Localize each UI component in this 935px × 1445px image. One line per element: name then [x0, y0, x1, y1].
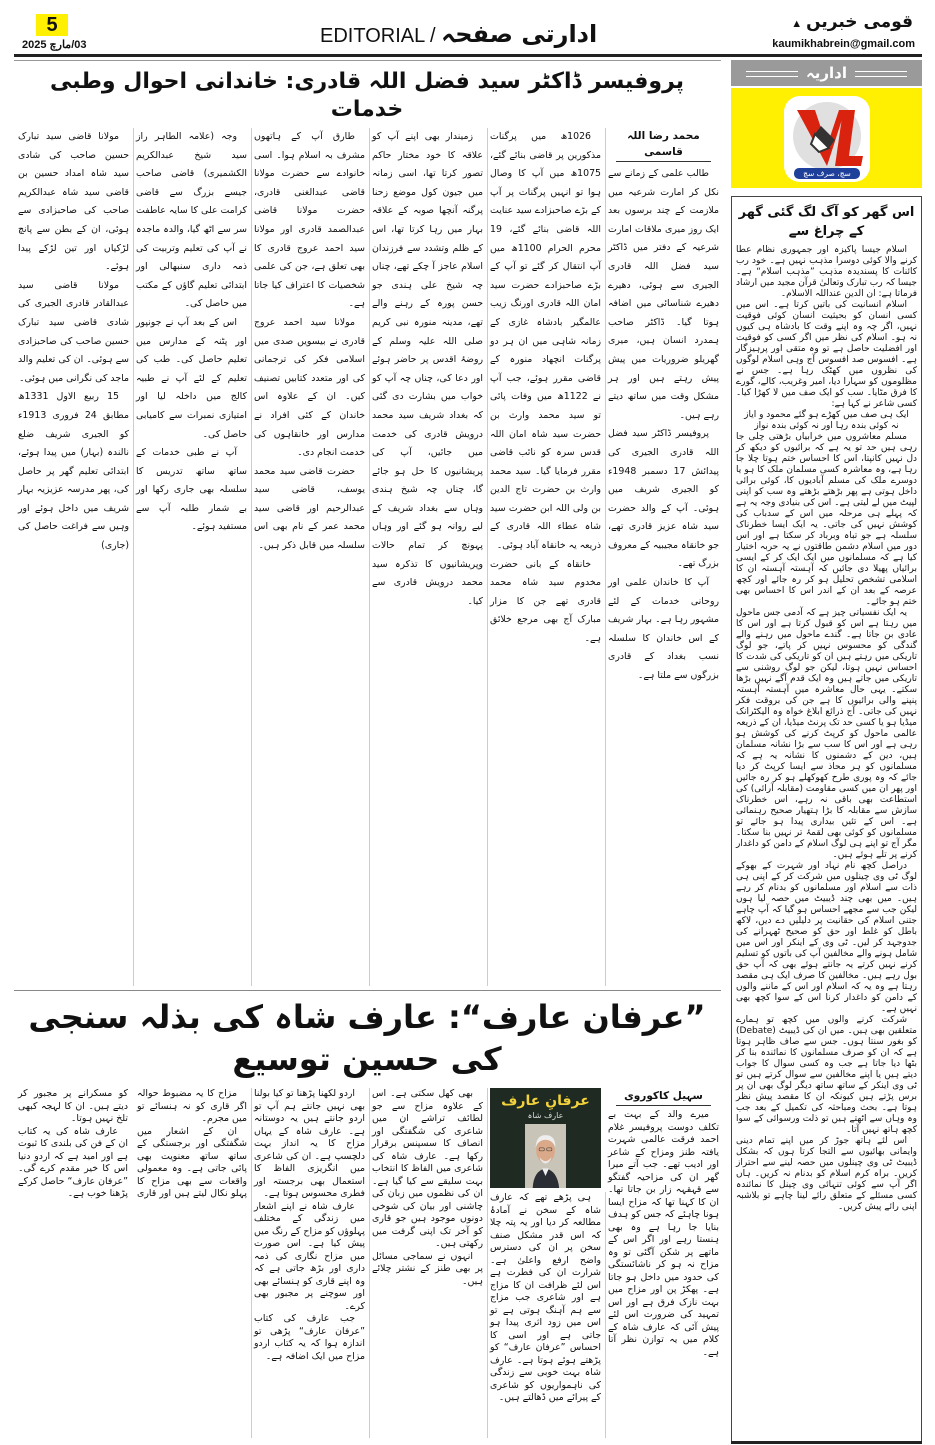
article-paragraph: جب عارف کی کتاب ”عرفان عارف“ پڑھی تو اندازہ ہوا کہ یہ کتاب اردو مزاح میں ایک اضافہ ہے۔	[254, 1313, 365, 1362]
editorial-title: اس گھر کو آگ لگ گئی گھر کے چراغ سے	[738, 205, 915, 239]
column-rule	[487, 1088, 488, 1438]
book-author: عارف شاہ	[527, 1111, 564, 1120]
article-paragraph: زمیندار بھی اپنے آپ کو علاقہ کا خود مختار حاکم تصور کرتا تھا، اسی زمانہ میں جیون کول موضع زحنا پرگنہ آنچھا صوبہ کے علاقہ بہار میں رہا کرتا تھا، اس کے ظلم وتشدد سے فرزندان اسلام عاجز آ چکے تھے، چناں چہ شیخ علی ہندی جو حسن پورہ کے رہنے والے تھے، مدینہ منورہ نبی کریم صلی اللہ علیہ وسلم کے روضۂ اقدس پر حاضر ہوئے اور دعا کی، چناں چہ آپ کو خواب میں بشارت دی گئی کہ بغداد شریف سید محمد درویش قادری کی خدمت میں جائیں، آپ کی پریشانیوں کا حل ہو جائے گا، چناں چہ شیخ ہندی وہاں سے بغداد شریف کے لیے روانہ ہو گئے اور وہاں پہونچ کر تمام حالات وپریشانیوں کا تذکرہ سید محمد درویش قادری سے کیا۔	[372, 131, 483, 607]
column-rule	[605, 1192, 606, 1438]
article-paragraph: طالب علمی کے زمانے سے نکل کر امارت شرعیہ میں ملازمت کے چند برسوں بعد ایک روز میری ملاقات امارت شرعیہ کے دفتر میں ڈاکٹر سید فضل اللہ قادری الجیری سے ہوئی، دھیرے دھیرے شناسائی میں اضافہ ہوتا گیا۔ ڈاکٹر صاحب ہمدرد انسان ہیں، میری گھریلو ضروریات میں پیش پیش رہتے ہیں اور ہر مشکل وقت میں ساتھ دیتے رہے ہیں۔	[608, 168, 719, 421]
decorative-lines	[855, 71, 907, 77]
column-rule	[251, 128, 252, 986]
article-paragraph: عارف شاہ نے اپنے اشعار میں زندگی کے مختلف پہلوؤں کو مزاح کے رنگ میں پیش کیا ہے۔ اس صورت میں مزاح نگاری کی ذمہ داری اور بڑھ جاتی ہے کہ وہ اپنے قاری کو ہنسائے بھی اور سوچنے پر مجبور بھی کرے۔	[254, 1200, 365, 1312]
article-paragraph: اس کے بعد آپ نے جونپور اور پٹنہ کے مدارس میں تعلیم حاصل کی۔ طب کی تعلیم کے لئے آپ نے طبیہ کالج میں داخلہ لیا اور امتیازی نمبرات سے کامیابی حاصل کی۔	[136, 316, 247, 440]
editorial-label: اداریہ	[805, 64, 848, 82]
header-divider-thin	[14, 60, 721, 61]
column-rule	[369, 1088, 370, 1438]
decorative-lines	[746, 71, 798, 77]
editorial-paragraph: شرکت کرنے والوں میں کچھ تو ہمارے متعلقین بھی ہیں۔ میں ان کی ڈیبیٹ (Debate) کو بغور سنتا ہوں۔ جس سے صاف ظاہر ہوتا ہے کہ ان کو صرف مسلمانوں کا نمائندہ بنا کر بٹھا دیا جاتا ہے جب وہ کسی سوال کا جواب دیتے ہیں یا اپنے مخالفین سے سوال کرتے ہیں تو ٹی وی اینکر کے ساتھ ساتھ دیگر لوگ بھی ان پر برس پڑتے ہیں کیونکہ ان کا مقصد پیش نظر ہوتا ہے۔ بحث ومباحثہ کی تکمیل کے بعد جب وہ وہاں سے اٹھتے ہیں تو ذلت ورسوائی کے سوا کچھ ہاتھ نہیں آتا۔	[736, 1015, 917, 1135]
editorial-paragraph: اس لئے ہاتھ جوڑ کر میں اپنے تمام دینی وایمانی بھائیوں سے التجا کرتا ہوں کہ بشکل ڈیبیٹ ٹی وی چینلوں میں حصہ لینے سے احتراز کریں۔ براہ کرم اسلام کو بدنام نہ کریں۔ ہاں اگر آپ سے کوئی تنہائی وی چینل کا نمائندہ کسی مسئلے کے متعلق رائے لینا چاہے تو بلاشبہ اپنی رائے پیش کریں۔	[736, 1136, 917, 1212]
section-title: EDITORIAL / ادارتی صفحہ	[320, 20, 598, 48]
brand-logo-icon: ▲	[791, 18, 803, 30]
logo-tagline: سچ، صرف سچ	[803, 169, 851, 178]
article-paragraph: مولانا سید احمد عروج قادری نے بیسویں صدی میں اسلامی فکر کی ترجمانی کی اور متعدد کتابیں تصنیف کیں۔ ان کے علاوہ اس خاندان کے کئی افراد نے مدارس اور خانقاہوں کی خدمت انجام دی۔	[254, 316, 365, 459]
article-paragraph: آپ نے طبی خدمات کے ساتھ ساتھ تدریس کا سلسلہ بھی جاری رکھا اور بے شمار طلبہ آپ سے مستفید ہوئے۔	[136, 447, 247, 533]
article-paragraph: پروفیسر ڈاکٹر سید فضل اللہ قادری الجیری کی پیدائش 17 دسمبر 1948ء کو الجیری شریف میں ہوئی۔ آپ کے والد حضرت سید شاہ عزیز قادری تھے، جو خانقاہ مجیبیہ کے معروف بزرگ تھے۔	[608, 428, 719, 570]
article-paragraph: ہی پڑھے تھے کہ عارف شاہ کے سخن نے آمادۂ مطالعہ کر دیا اور یہ پتہ چلا کہ اس قدر مشکل صنف سخن پر ان کی دسترس واضح ارفع واعلیٰ ہے۔ شرارت ان کی فطرت ہے اس لئے ظرافت ان کا مزاج ہے اور شاعری جب مزاج سے ہم آہنگ ہوتی ہے تو اس میں زود اثری پیدا ہو جاتی ہے اور اسی کا احساس ”عرفان عارف“ کو پڑھتے ہوئے ہوتا ہے۔ عارف شاہ بہت خوبی سے زندگی کی ناہمواریوں کو شاعری کے پیرائے میں ڈھالتے ہیں۔	[490, 1192, 601, 1403]
column-rule	[369, 128, 370, 986]
article-column	[18, 1088, 247, 1438]
article-paragraph: خانقاہ کے بانی حضرت مخدوم سید شاہ محمد قادری تھے جن کا مزار مبارک آج بھی مرجع خلائق ہے۔	[490, 558, 601, 645]
article-paragraph: بھی کھل سکتی ہے۔ اس کے علاوہ مزاح سے جو لطائف تراشے ان میں شاعری کی شگفتگی اور انصاف کا سسپنس برقرار رکھا ہے۔ عارف شاہ کی شاعری میں الفاظ کا انتخاب بہت سلیقے سے کیا گیا ہے۔ ان کی نظموں میں زبان کی چاشنی اور بیان کی شوخی دونوں موجود ہیں جو قاری کو آخر تک اپنی گرفت میں رکھتی ہیں۔	[372, 1088, 483, 1249]
header-divider	[14, 54, 922, 57]
editorial-paragraph: اسلام جیسا پاکیزہ اور جمہوری نظام عطا کرنے والا کوئی دوسرا مذہب نہیں ہے۔ خود رب کائنات کا پسندیدہ مذہب ”مذہب اسلام“ ہے۔ جیسا کہ رب تبارک وتعالیٰ قرآن مجید میں ارشاد فرماتا ہے: ان الدین عنداللہ الاسلام۔	[736, 245, 917, 299]
contact-email[interactable]: kaumikhabrein@gmail.com	[772, 38, 915, 50]
article-paragraph: مولانا قاضی سید تبارک حسین صاحب کی شادی سید شاہ امداد حسین بن قاضی سید شاہ عبدالکریم صاحب کی صاحبزادی سے ہوئی، ان کے بطن سے پانچ لڑکیاں اور تین لڑکے پیدا ہوئے۔	[18, 131, 129, 273]
article-paragraph: انہوں نے سماجی مسائل پر بھی طنز کے نشتر چلائے ہیں۔	[372, 1250, 483, 1287]
article-column	[608, 128, 719, 986]
editorial-section-header	[731, 60, 922, 86]
brand-logo-panel	[731, 88, 922, 188]
article-paragraph: آپ کا خاندان علمی اور روحانی خدمات کے لئے مشہور رہا ہے۔ بہار شریف کے اس خاندان کا سلسلہ نسب بغداد کے قادری بزرگوں سے ملتا ہے۔	[608, 577, 719, 682]
brand-name: قومی خبریں	[806, 12, 913, 32]
column-rule	[487, 128, 488, 986]
article-paragraph: 1026ھ میں پرگنات مذکورین پر قاضی بنائے گئے، 1075ھ میں آپ کا وصال ہوا تو انہیں پرگنات پر آپ کے بڑے صاحبزادے سید عنایت اللہ قاضی بنائے گئے، 19 محرم الحرام 1100ھ میں آپ انتقال کر گئے تو آپ کے بڑے صاحبزادے حضرت سید امان اللہ قادری اورنگ زیب عالمگیر بادشاہ غازی کے زمانہ شاہی میں ان ہر دو پرگنات انچھاد منورہ کے قاضی مقرر ہوئے، جب آپ نے 1122ھ میں وفات پائی تو سید محمد وارث بن حضرت سید شاہ امان اللہ قدس سرہ کو نائب قاضی مقرر فرمایا گیا۔ سید محمد وارث بن حضرت تاج الدین بن ولی اللہ ابن حضرت سید شاہ عطاء اللہ قادری کے ذریعہ یہ خانقاہ آباد ہوئی۔	[490, 131, 601, 552]
article1-headline: پروفیسر ڈاکٹر سید فضل اللہ قادری: خاندانی احوال وطبی خدمات	[49, 69, 685, 122]
article-paragraph: میرے والد کے بہت بے تکلف دوست پروفیسر غلام احمد فرقت عالمی شہرت یافتہ طنز ومزاح کے شاعر اور ادیب تھے۔ جب آتے میرا گھر ان کی مزاحیہ گفتگو سے قہقہہ زار بن جاتا تھا۔ ان کا کہنا تھا کہ مزاح ایسا ہونا چاہئے کہ جس کو ہدف بنایا جا رہا ہے وہ بھی ہنستا رہے اور اگر اس کے ماتھے پر شکن آگئی تو وہ مزاح نہ ہو کر ناشائستگی کی حدود میں داخل ہو جاتا ہے۔ پھکڑ پن اور مزاح میں بہت نازک فرق ہے اور اس تمہید کی ضرورت اس لئے پیش آئی کہ عارف شاہ کے کلام میں یہ توازن نظر آتا ہے۔	[608, 1109, 719, 1358]
editorial-verse: نہ کوئی بندہ رہا اور نہ کوئی بندہ نواز	[754, 421, 899, 431]
issue-date: 03/مارچ 2025	[22, 39, 87, 51]
article-column	[254, 128, 365, 986]
article-column	[608, 1088, 719, 1438]
article-column	[372, 1088, 483, 1438]
author-byline: محمد رضا اللہ قاسمی	[616, 128, 711, 162]
article-column	[490, 128, 601, 986]
book-title: عرفانِ عارف	[501, 1093, 590, 1109]
column-rule	[605, 128, 606, 986]
editorial-verse: ایک ہی صف میں کھڑے ہو گئے محمود و ایاز	[744, 410, 909, 420]
author-byline: سہیل کاکوروی	[616, 1088, 711, 1106]
editorial-paragraph: مسلم معاشروں میں خرابیاں بڑھتی چلی جا رہی ہیں حد تو یہ ہے کہ برائیوں کو دیکھ کر دل نہیں کانپتا، اس کا احساس ختم ہوتا چلا جا رہا ہے، وہ معاشرہ کسی مسلمان ملک کا ہو یا دوسرے ملک کی مسلم آبادیوں کا، کوئی برائی داخل ہوتی ہے پھر بڑھتے بڑھتے وہ سب کو اپنی لپیٹ میں لے لیتی ہے۔ اس کی بنیادی وجہ یہ ہے کہ پہلے ہی مرحلہ میں اس کے سدباب کی کوشش نہیں کی جاتی۔ یہ ایک ایسا خطرناک سلسلہ ہے جو تباہ وبرباد کر سکتا ہے اور اس دور میں اسلام دشمن طاقتوں نے یہ حربہ اختیار کیا ہے کہ مسلمانوں میں ایک ایک کر کے ایسی برائیاں پھیلا دی جائیں کہ آہستہ آہستہ ان کا اسلامی تشخص تحلیل ہو کر رہ جائے اور کچھ عرصہ کے بعد ان کے اندر اس کا احساس بھی ختم ہو جائے۔	[736, 432, 917, 607]
newspaper-brand	[791, 12, 913, 32]
article-paragraph: حضرت قاضی سید محمد یوسف، قاضی سید عبدالرحیم اور قاضی سید محمد عمر کے نام بھی اس سلسلہ میں قابل ذکر ہیں۔	[254, 465, 365, 552]
editorial-paragraph: اسلام انسانیت کی باتیں کرتا ہے۔ اس میں کسی انسان کو بحیثیت انسان کوئی فوقیت نہیں، اگر چہ وہ اپنے وقت کا بادشاہ ہی کیوں نہ ہو۔ اسلام کی نظر میں اگر کسی کو فوقیت اور افضلیت حاصل ہے تو وہ متقی اور پرہیزگار ہے۔ افسوس صد افسوس آج وہی اسلام لوگوں کی نظروں میں کھٹک رہا ہے۔ جس نے مظلوموں کو سہارا دیا، امیر وغریب، کالے، گورے کا فرق مٹایا۔ سب کو ایک صف میں لا کھڑا کیا۔ کسی شاعر نے کہا ہے:	[736, 300, 917, 409]
editorial-paragraph: دراصل کچھ نام نہاد اور شہرت کے بھوکے لوگ ٹی وی چینلوں میں شرکت کر کے اپنی ہی ذات سے اسلام اور مسلمانوں کو بدنام کر رہے ہیں۔ میں بھی چند ڈیبیٹ میں حصہ لیا ہوں لیکن جب سے مجھے احساس ہو گیا کہ آپ چاہے جتنی اسلام کی حقانیت پر دلیلیں دے دیں، لاکھ باطل کو غلط اور حق کو صحیح ٹھہرانے کی جدوجہد کر لیں۔ ٹی وی کے اینکر اور اس میں شامل ہونے والے مخالفین آپ کی باتوں کو تسلیم کرنے نہیں کرتے یہ جانتے ہوئے بھی کہ آپ حق بول رہے ہیں۔ مخالفین کا صرف ایک ہی مقصد رہتا ہے وہ یہ کہ اسلام اور اس کے ماننے والوں کے دامن کو داغدار کرنا اس کے سوا کچھ بھی نہیں ہے۔	[736, 861, 917, 1014]
article-divider	[14, 990, 721, 991]
editorial-paragraph: یہ ایک نفسیاتی چیز ہے کہ آدمی جس ماحول میں رہتا ہے اس کو قبول کرتا ہے اور اس کا عادی بن جاتا ہے۔ گندے ماحول میں رہنے والے گندگی کو محسوس نہیں کر پاتے، جو لوگ تاریکی میں رہتے ہیں ان کو تاریکی کی شدت کا احساس نہیں ہوتا، لیکن جو لوگ روشنی سے تاریکی میں جاتے ہیں وہ ایک قدم آگے نہیں بڑھا سکتے۔ یہی حال معاشرہ میں آہستہ آہستہ پنپنے والی برائیوں کا ہے جن کی بروقت فکر نہیں کی جاتی۔ آج ذرائع ابلاغ خواہ وہ الیکٹرانک میڈیا ہو یا کسی حد تک پرنٹ میڈیا، ان کے ذریعہ عالمی ماحول کو کرپٹ کرنے کی کوشش ہو رہی ہے اور اس کا سب سے بڑا نشانہ مسلمان ہیں، دین کے دشمنوں کا نشانہ یہ ہے کہ مسلمانوں کو ہر محاذ سے ایسا کرپٹ کر دیا جائے کہ وہ پوری طرح کھوکھلے ہو کر رہ جائیں اور پھر ان میں کسی مقاومت (مقابلہ آرائی) کی استطاعت بھی باقی نہ رہے، اس خطرناک سازش سے مقابلہ کا بڑا ہتھیار صحیح رہنمائی ہے۔ اس کے تئیں بیداری پیدا ہو جائے تو مسلمانوں کو کوئی بھی لقمۂ تر نہیں بنا سکتا۔ مگر آج تو اپنے ہی لوگ اسلام کے دامن کو داغدار کرنے پر تلے ہوئے ہیں۔	[736, 608, 917, 860]
article-paragraph: 15 ربیع الاول 1331ھ مطابق 24 فروری 1913ء کو الجیری شریف ضلع نالندہ (بہار) میں پیدا ہوئے، ابتدائی تعلیم گھر پر حاصل کی، پھر مدرسہ عزیزیہ بہار شریف میں داخل ہوئے اور وہیں سے فراغت حاصل کی (جاری)	[18, 391, 129, 552]
article-paragraph: عارف شاہ کی یہ کتاب ان کے فن کی بلندی کا ثبوت ہے اور امید ہے کہ اردو دنیا اس کا خیر مقدم کرے گی۔ ”عرفان عارف“ حاصل کرکے پڑھنا خوب ہے۔	[18, 1125, 128, 1199]
book-cover-image	[490, 1088, 601, 1188]
article-paragraph: اردو لکھنا پڑھنا تو کیا بولنا بھی نہیں جانتے ہم آپ تو اردو جانتے ہیں یہ دوستانہ ہے۔ عارف شاہ کے یہاں مزاح کا یہ انداز بہت دلچسپ ہے۔ ان کی شاعری میں انگریزی الفاظ کا استعمال بھی برجستہ اور فطری محسوس ہوتا ہے۔	[254, 1088, 365, 1199]
article-column	[136, 128, 247, 986]
article-paragraph: مولانا قاضی سید عبدالقادر قادری الجیری کی شادی قاضی سید تبارک حسین صاحب کی صاحبزادی سے ہوئی۔ ان کی تعلیم والد ماجد کی نگرانی میں ہوئی۔	[18, 279, 129, 384]
author-portrait	[490, 1124, 601, 1188]
section-title-ur: ادارتی صفحہ	[441, 20, 598, 48]
article-paragraph: مزاح کا یہ مضبوط حوالہ اگر قاری کو نہ ہنسائے تو میں مجرم۔	[137, 1088, 247, 1124]
article-paragraph: وجہ (علامہ الطاہر راز سید شیخ عبدالکریم الکشمیری) قاضی صاحب جیسے بزرگ سے قاضی کرامت علی کا سایہ عاطفت سر سے اٹھ گیا، والدہ ماجدہ نے آپ کی تعلیم وتربیت کی ذمہ داری سنبھالی اور ابتدائی تعلیم گاؤں کے مکتب میں حاصل کی۔	[136, 131, 247, 310]
article2-headline: ”عرفان عارف“: عارف شاہ کی بذلہ سنجی کی حسین توسیع	[28, 998, 706, 1078]
column-rule	[133, 128, 134, 986]
article-column	[490, 1192, 601, 1438]
footer-divider	[731, 1441, 922, 1444]
article-column	[254, 1088, 365, 1438]
column-rule	[251, 1088, 252, 1438]
article-column	[18, 128, 129, 986]
article-paragraph: طارق آپ کے ہاتھوں مشرف بہ اسلام ہوا۔ اسی خانوادے سے حضرت مولانا قاضی عبدالغنی قادری، حضرت مولانا قاضی عبدالصمد قادری اور مولانا سید احمد عروج قادری کا بھی تعلق ہے، جن کی علمی شخصیات کا اعتراف کیا جاتا ہے۔	[254, 131, 365, 310]
page-number: 5	[36, 14, 68, 36]
section-title-en: EDITORIAL	[320, 25, 425, 47]
article-column	[372, 128, 483, 986]
editorial-box	[731, 196, 922, 1442]
article-paragraph: ان کے اشعار میں شگفتگی اور برجستگی کے ساتھ ساتھ معنویت بھی پائی جاتی ہے۔ وہ معمولی واقعات سے بھی مزاح کا پہلو نکال لیتے ہیں اور قاری کو مسکرانے پر مجبور کر دیتے ہیں۔ ان کا لہجہ کبھی تلخ نہیں ہوتا۔	[18, 1088, 247, 1199]
editorial-body	[732, 245, 921, 1213]
